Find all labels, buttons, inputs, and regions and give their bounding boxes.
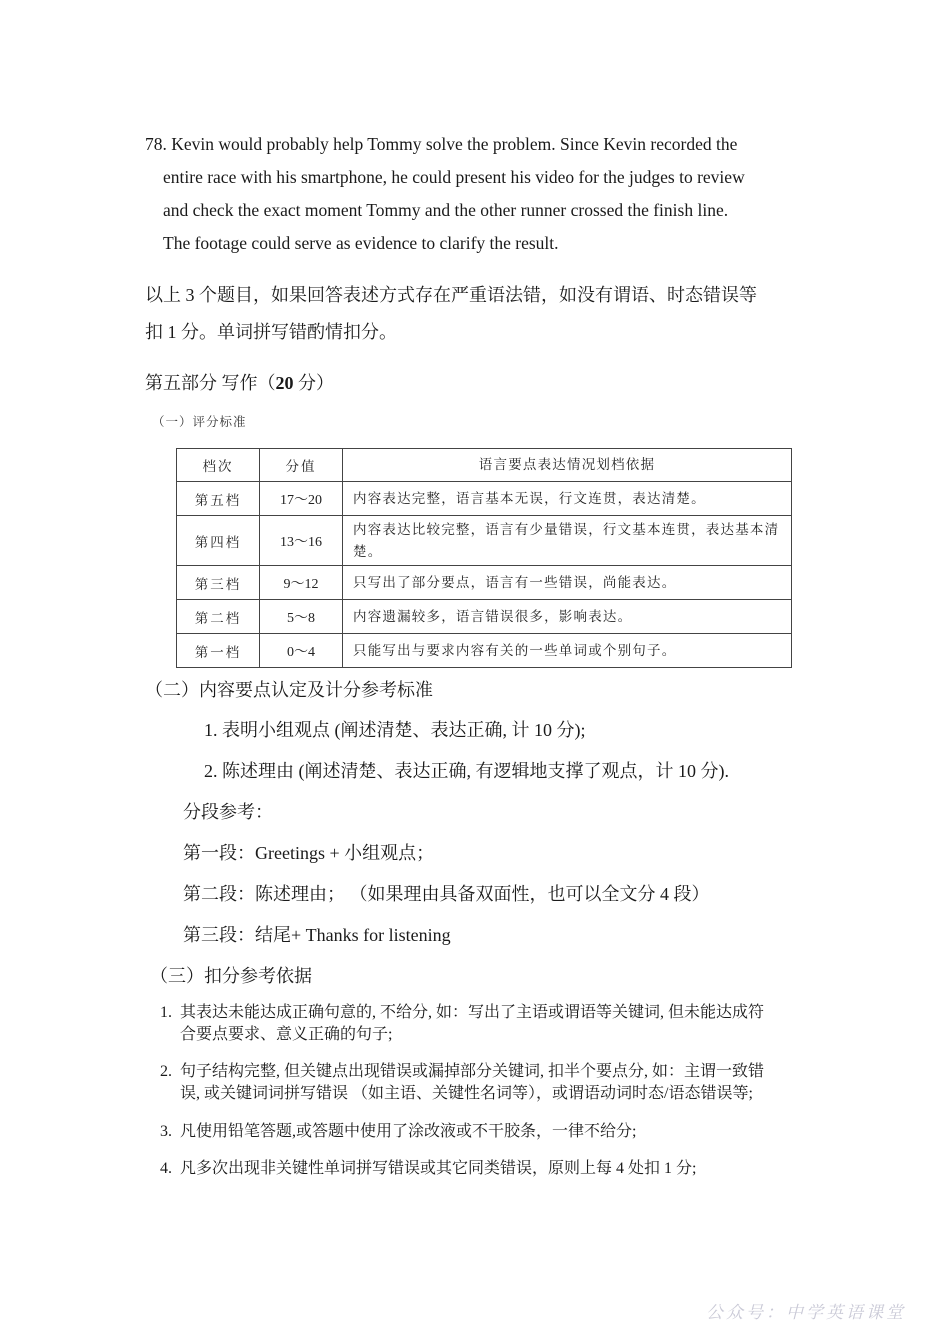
row-level: 第一档 [177,634,260,668]
deduction-item-2 [160,1061,800,1105]
row-score: 5～8 [260,600,343,634]
deduction-num: 1. [160,1004,172,1021]
grading-note [145,277,845,351]
row-level: 第二档 [177,600,260,634]
deduction-line: 凡多次出现非关键性单词拼写错误或其它同类错误，原则上每 4 处扣 1 分; [180,1160,697,1177]
q78-line-1: 78. Kevin would probably help Tommy solve the problem. Since Kevin recorded the [145,134,738,154]
row-desc: 内容表达比较完整，语言有少量错误，行文基本连贯，表达基本清楚。 [343,516,792,566]
deduction-num: 4. [160,1160,172,1177]
content-points-title: （二）内容要点认定及计分参考标准 [145,680,433,700]
q78-line-2: entire race with his smartphone, he could present his video for the judges to review [163,167,745,187]
grading-note-line-1: 以上 3 个题目，如果回答表述方式存在严重语法错，如没有谓语、时态错误等 [145,285,757,305]
content-point-2: 2. 陈述理由 (阐述清楚、表达正确, 有逻辑地支撑了观点，计 10 分). [204,761,729,781]
criteria-header-row [177,449,792,482]
row-level: 第四档 [177,516,260,566]
grading-note-line-2: 扣 1 分。单词拼写错酌情扣分。 [145,322,397,342]
question-78 [145,128,825,260]
row-level: 第三档 [177,566,260,600]
watermark: 公众号：中学英语课堂 [706,1303,906,1322]
header-level: 档次 [177,449,260,482]
criteria-row [177,516,792,566]
paragraph-ref-title: 分段参考： [183,802,273,822]
row-desc: 只能写出与要求内容有关的一些单词或个别句子。 [343,634,792,668]
q78-line-4: The footage could serve as evidence to clarify the result. [163,233,559,253]
deductions-title: （三）扣分参考依据 [150,966,312,986]
criteria-row [177,600,792,634]
deduction-line: 凡使用铅笔答题,或答题中使用了涂改液或不干胶条，一律不给分; [180,1123,637,1140]
row-score: 17～20 [260,482,343,516]
deduction-num: 3. [160,1123,172,1140]
criteria-table [176,448,792,668]
section-5-score: 20 [275,373,294,393]
row-score: 13～16 [260,516,343,566]
paragraph-1: 第一段：Greetings + 小组观点； [183,843,435,863]
section-5-title: 第五部分 写作（20 分） [145,373,334,393]
row-desc: 内容表达完整，语言基本无误，行文连贯，表达清楚。 [343,482,792,516]
paragraph-2: 第二段：陈述理由； （如果理由具备双面性，也可以全文分 4 段） [183,884,710,904]
row-score: 0～4 [260,634,343,668]
deduction-line: 其表达未能达成正确句意的, 不给分, 如：写出了主语或谓语等关键词, 但未能达成符 [180,1004,765,1021]
row-level: 第五档 [177,482,260,516]
criteria-row [177,566,792,600]
row-desc: 内容遗漏较多，语言错误很多，影响表达。 [343,600,792,634]
row-score: 9～12 [260,566,343,600]
criteria-title: （一）评分标准 [152,415,247,429]
criteria-row [177,482,792,516]
deduction-num: 2. [160,1063,172,1080]
header-desc: 语言要点表达情况划档依据 [343,449,792,482]
paragraph-3: 第三段：结尾+ Thanks for listening [183,925,451,945]
deduction-item-4 [160,1158,800,1180]
row-desc: 只写出了部分要点，语言有一些错误，尚能表达。 [343,566,792,600]
deduction-line: 合要点要求、意义正确的句子; [180,1026,393,1043]
content-point-1: 1. 表明小组观点 (阐述清楚、表达正确, 计 10 分); [204,720,586,740]
q78-line-3: and check the exact moment Tommy and the other runner crossed the finish line. [163,200,729,220]
header-score: 分值 [260,449,343,482]
criteria-row [177,634,792,668]
deduction-line: 句子结构完整, 但关键点出现错误或漏掉部分关键词, 扣半个要点分, 如：主谓一致错 [180,1063,765,1080]
deduction-item-1 [160,1002,800,1046]
deduction-item-3 [160,1121,800,1143]
deduction-line: 误, 或关键词词拼写错误 （如主语、关键性名词等），或谓语动词时态/语态错误等; [180,1085,753,1102]
